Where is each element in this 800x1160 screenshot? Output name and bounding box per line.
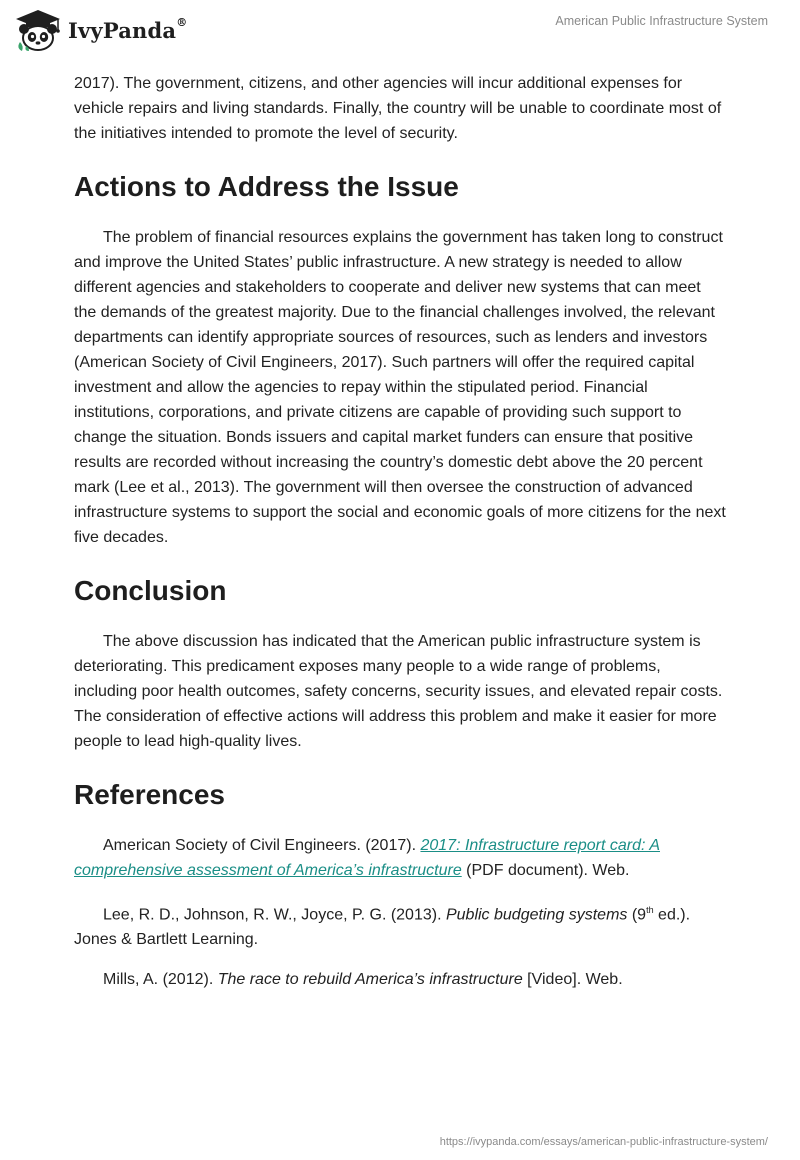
intro-paragraph: 2017). The government, citizens, and other agencies will incur additional expenses for vehicle repairs and living standards. Finally, the country will be unable to coordinate most of the initiatives intended to promote the level of security.	[74, 75, 722, 142]
references-list	[74, 833, 726, 992]
document-title: American Public Infrastructure System	[555, 14, 768, 28]
reference-item: American Society of Civil Engineers. (2017). 2017: Infrastructure report card: A comprehensive assessment of America’s infrastructure (PDF document). Web.	[74, 837, 660, 879]
ivypanda-logo[interactable]	[14, 8, 187, 52]
reference-item: Lee, R. D., Johnson, R. W., Joyce, P. G. (2013). Public budgeting systems (9th ed.). Jones & Bartlett Learning.	[74, 905, 691, 949]
logo-wordmark: IvyPanda®	[68, 15, 188, 43]
reference-title: Public budgeting systems	[445, 906, 628, 924]
page-header	[0, 0, 800, 62]
conclusion-paragraph: The above discussion has indicated that the American public infrastructure system is deteriorating. This predicament exposes many people to a wide range of problems, including poor health outcomes, safety concerns, security issues, and elevated repair costs. The consideration of effective actions will address this problem and make it easier for more people to lead high-quality lives.	[74, 633, 723, 750]
reference-title: The race to rebuild America’s infrastructure	[217, 971, 523, 989]
reference-item: Mills, A. (2012). The race to rebuild America’s infrastructure [Video]. Web.	[103, 971, 623, 989]
essay-content	[74, 71, 726, 1007]
panda-graduate-icon	[14, 8, 62, 52]
conclusion-heading: Conclusion	[74, 575, 227, 606]
actions-paragraph: The problem of financial resources explains the government has taken long to construct and improve the United States’ public infrastructure. A new strategy is needed to allow different agencies and stakeholders to cooperate and deliver new systems that can meet the demands of the greatest majority. Due to the financial challenges involved, the relevant departments can identify appropriate sources of resources, such as lenders and investors (American Society of Civil Engineers, 2017). Such partners will offer the required capital investment and allow the agencies to repay within the stipulated period. Financial institutions, corporations, and private citizens are capable of providing such support to change the situation. Bonds issuers and capital market funders can ensure that positive results are recorded without increasing the country’s domestic debt above the 20 percent mark (Lee et al., 2013). The government will then oversee the construction of advanced infrastructure systems to support the social and economic goals of more citizens for the next five decades.	[74, 229, 726, 546]
footer-url[interactable]: https://ivypanda.com/essays/american-public-infrastructure-system/	[439, 1136, 768, 1148]
references-heading: References	[74, 779, 225, 810]
actions-heading: Actions to Address the Issue	[74, 171, 459, 202]
registered-mark: ®	[176, 15, 188, 29]
reference-link-asce-report-card[interactable]: 2017: Infrastructure report card: A comprehensive assessment of America’s infrastructure	[74, 837, 660, 879]
